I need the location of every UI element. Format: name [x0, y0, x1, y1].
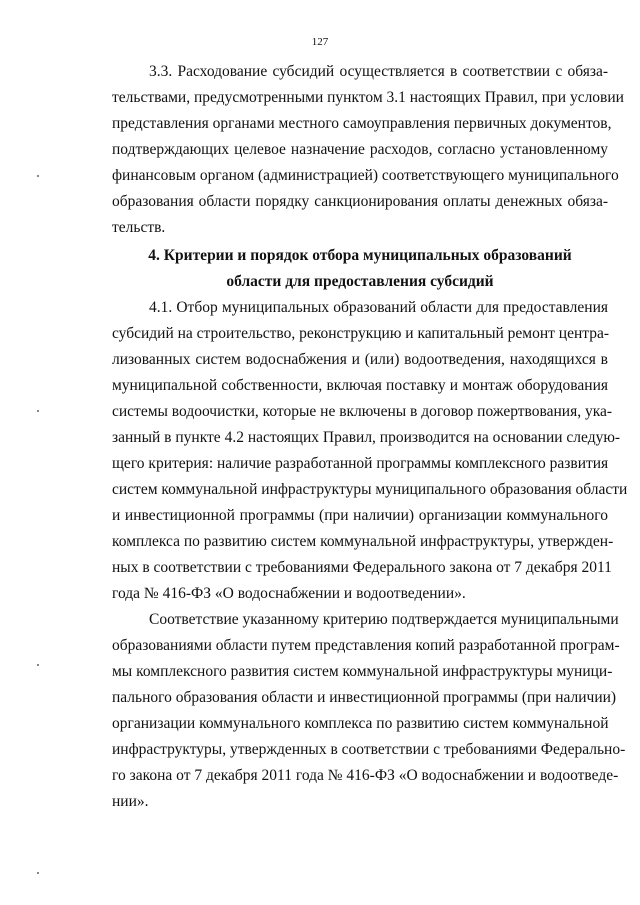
heading-line: 4. Критерии и порядок отбора муниципальных образований — [148, 247, 572, 264]
text-line: систем коммунальной инфраструктуры муниципального образования области — [112, 481, 628, 498]
page-number: 127 — [311, 36, 329, 48]
text-line: пального образования области и инвестиционной программы (при наличии) — [112, 689, 617, 706]
text-line: представления органами местного самоуправления первичных документов, — [112, 115, 612, 132]
scan-margin-mark — [37, 410, 39, 412]
text-line: финансовым органом (администрацией) соответствующего муниципального — [112, 167, 619, 184]
text-line: и инвестиционной программы (при наличии) организации коммунального — [112, 507, 608, 524]
text-line: 3.3. Расходование субсидий осуществляется в соответствии с обяза- — [149, 63, 608, 80]
paragraph-4-1 — [112, 295, 628, 607]
text-line: года № 416-ФЗ «О водоснабжении и водоотведении». — [112, 585, 466, 602]
section-4-heading — [112, 243, 608, 295]
text-line: образования области порядку санкционирования оплаты денежных обяза- — [112, 193, 608, 210]
text-line: мы комплексного развития систем коммунальной инфраструктуры муници- — [112, 663, 613, 680]
text-line: тельствами, предусмотренными пунктом 3.1 настоящих Правил, при условии — [112, 89, 624, 106]
text-line: Соответствие указанному критерию подтверждается муниципальными — [149, 611, 619, 628]
scan-margin-mark — [37, 664, 39, 666]
text-line: тельств. — [112, 219, 166, 236]
text-line: лизованных систем водоснабжения и (или) водоотведения, находящихся в — [112, 351, 608, 368]
text-line: занный в пункте 4.2 настоящих Правил, производится на основании следую- — [112, 429, 621, 446]
text-line: комплекса по развитию систем коммунальной инфраструктуры, утвержден- — [112, 533, 614, 550]
text-line: организации коммунального комплекса по развитию систем коммунальной — [112, 715, 609, 732]
scan-margin-mark — [37, 175, 39, 177]
text-line: щего критерия: наличие разработанной программы комплексного развития — [112, 455, 609, 472]
text-line: системы водоочистки, которые не включены в договор пожертвования, ука- — [112, 403, 613, 420]
paragraph-compliance — [112, 607, 626, 815]
text-line: инфраструктуры, утвержденных в соответствии с требованиями Федерально- — [112, 741, 626, 758]
text-line: нии». — [112, 793, 149, 810]
text-line: субсидий на строительство, реконструкцию и капитальный ремонт центра- — [112, 325, 610, 342]
text-line: образованиями области путем представления копий разработанной програм- — [112, 637, 620, 654]
text-line: го закона от 7 декабря 2011 года № 416-ФЗ «О водоснабжении и водоотведе- — [112, 767, 619, 784]
text-line: 4.1. Отбор муниципальных образований области для предоставления — [149, 299, 608, 316]
document-body — [112, 59, 628, 815]
scan-margin-mark — [37, 872, 39, 874]
text-line: ных в соответствии с требованиями Федерального закона от 7 декабря 2011 — [112, 559, 612, 576]
paragraph-3-3 — [112, 59, 624, 241]
heading-line: области для предоставления субсидий — [226, 273, 494, 290]
text-line: муниципальной собственности, включая поставку и монтаж оборудования — [112, 377, 608, 394]
text-line: подтверждающих целевое назначение расходов, согласно установленному — [112, 141, 608, 158]
